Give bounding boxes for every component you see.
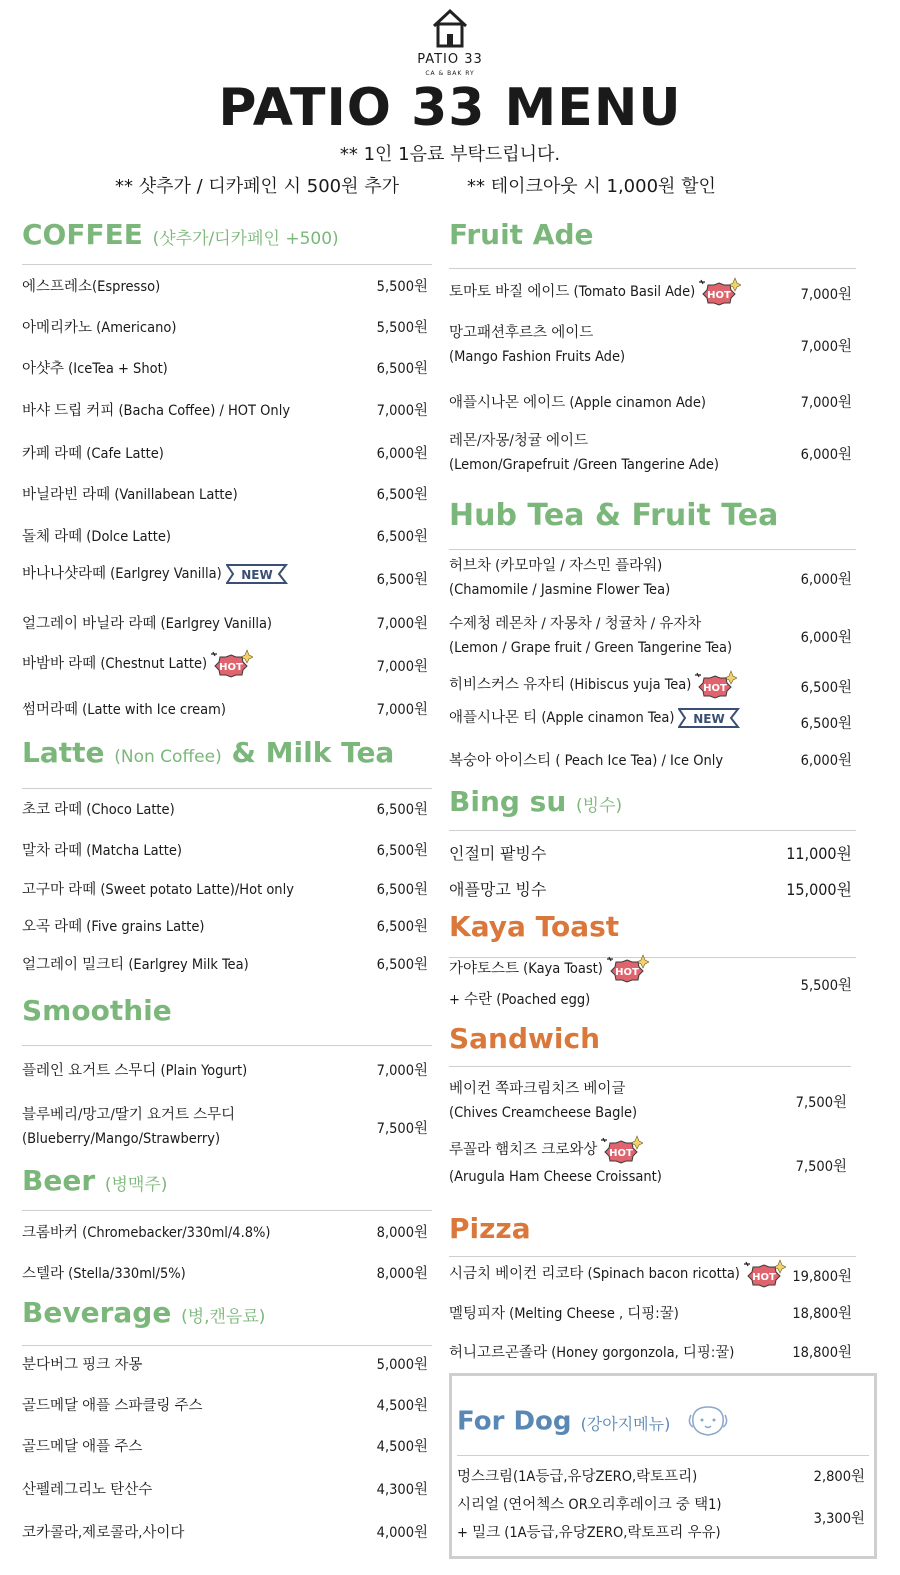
item-name: 바나나샷라떼 (Earlgrey Vanilla) NEW bbox=[22, 562, 292, 585]
latte-divider bbox=[22, 788, 432, 789]
item-price: 6,000원 bbox=[800, 447, 852, 463]
item-name: 애플시나몬 에이드 (Apple cinamon Ade) bbox=[449, 395, 706, 411]
item-price: 7,000원 bbox=[376, 702, 428, 718]
item-name: 아메리카노 (Americano) bbox=[22, 320, 177, 336]
coffee-menu-item bbox=[22, 440, 428, 464]
beverage-menu-item bbox=[22, 1519, 428, 1543]
hot-badge-icon bbox=[599, 1135, 643, 1165]
coffee-section-title bbox=[22, 218, 339, 251]
item-name: 오곡 라떼 (Five grains Latte) bbox=[22, 919, 205, 935]
beverage-section-title bbox=[22, 1296, 265, 1329]
beer-menu-item bbox=[22, 1260, 428, 1284]
svg-text:HOT: HOT bbox=[707, 290, 732, 301]
item-name: 히비스커스 유자티 (Hibiscus yuja Tea) HOT bbox=[449, 670, 737, 700]
sandwich-title: Sandwich bbox=[449, 1022, 601, 1055]
coffee-divider bbox=[22, 264, 432, 265]
item-name: 코카콜라,제로콜라,사이다 bbox=[22, 1525, 185, 1541]
sandwich-menu-item bbox=[449, 1075, 847, 1127]
item-name-line2: (Lemon / Grape fruit / Green Tangerine Tea) bbox=[449, 640, 733, 656]
smoothie-menu-item bbox=[22, 1057, 428, 1081]
beverage-menu-item bbox=[22, 1351, 428, 1375]
svg-text:NEW: NEW bbox=[693, 712, 726, 726]
item-name: 바닐라빈 라떼 (Vanillabean Latte) bbox=[22, 487, 238, 503]
item-price: 7,000원 bbox=[376, 1063, 428, 1079]
item-name: 돌체 라떼 (Dolce Latte) bbox=[22, 529, 171, 545]
smoothie-title: Smoothie bbox=[22, 994, 172, 1027]
item-name: 바밤바 라떼 (Chestnut Latte) HOT bbox=[22, 649, 253, 679]
item-price: 6,000원 bbox=[800, 753, 852, 769]
menu-header bbox=[0, 0, 900, 200]
hot-badge-icon bbox=[209, 649, 253, 679]
item-name: 플레인 요거트 스무디 (Plain Yogurt) bbox=[22, 1063, 248, 1079]
coffee-menu-item bbox=[22, 653, 428, 677]
beer-section-title bbox=[22, 1164, 167, 1197]
item-price: 6,500원 bbox=[376, 572, 428, 588]
beverage-menu-item bbox=[22, 1392, 428, 1416]
item-price: 6,500원 bbox=[376, 802, 428, 818]
latte-menu-item bbox=[22, 913, 428, 937]
item-price: 4,500원 bbox=[376, 1439, 428, 1455]
item-name-line2: (Chives Creamcheese Bagle) bbox=[449, 1105, 638, 1121]
beer-divider bbox=[22, 1210, 432, 1211]
coffee-menu-item bbox=[22, 566, 428, 590]
latte-title: Latte bbox=[22, 736, 105, 769]
hubtea-section-title bbox=[449, 498, 778, 533]
item-name: 고구마 라떼 (Sweet potato Latte)/Hot only bbox=[22, 882, 294, 898]
logo bbox=[400, 8, 500, 78]
logo-subtitle: CA & BAK RY bbox=[425, 70, 475, 77]
fruitade-title: Fruit Ade bbox=[449, 218, 594, 251]
item-name-line2: + 수란 (Poached egg) bbox=[449, 992, 591, 1008]
latte-menu-item bbox=[22, 837, 428, 861]
fruitade-menu-item bbox=[449, 427, 852, 479]
pizza-section-title bbox=[449, 1212, 531, 1245]
svg-text:NEW: NEW bbox=[240, 568, 273, 582]
item-name: 복숭아 아이스티 ( Peach Ice Tea) / Ice Only bbox=[449, 753, 724, 769]
item-name: 시리얼 (연어첵스 OR오리후레이크 중 택1) bbox=[457, 1497, 722, 1513]
coffee-menu-item bbox=[22, 523, 428, 547]
latte-menu-item bbox=[22, 951, 428, 975]
sandwich-section-title bbox=[449, 1022, 600, 1055]
item-price: 5,000원 bbox=[376, 1357, 428, 1373]
item-name: 스텔라 (Stella/330ml/5%) bbox=[22, 1266, 186, 1282]
item-price: 6,000원 bbox=[376, 446, 428, 462]
item-price: 6,500원 bbox=[376, 529, 428, 545]
item-price: 6,500원 bbox=[376, 882, 428, 898]
item-price: 15,000원 bbox=[786, 880, 852, 899]
item-price: 7,500원 bbox=[795, 1095, 847, 1111]
item-name: 분다버그 핑크 자몽 bbox=[22, 1357, 143, 1373]
item-name: 가야토스트 (Kaya Toast) HOT bbox=[449, 954, 649, 984]
item-price: 5,500원 bbox=[376, 320, 428, 336]
coffee-menu-item bbox=[22, 273, 428, 297]
item-name: 말차 라떼 (Matcha Latte) bbox=[22, 843, 182, 859]
logo-name: PATIO 33 bbox=[417, 52, 483, 67]
item-name: 애플시나몬 티 (Apple cinamon Tea) NEW bbox=[449, 706, 744, 729]
item-price: 8,000원 bbox=[376, 1266, 428, 1282]
svg-text:HOT: HOT bbox=[703, 683, 728, 694]
item-price: 4,300원 bbox=[376, 1482, 428, 1498]
coffee-menu-item bbox=[22, 696, 428, 720]
dog-subtitle: (강아지메뉴) bbox=[580, 1414, 671, 1434]
fruitade-menu-item bbox=[449, 281, 852, 305]
hubtea-menu-item bbox=[449, 674, 852, 698]
new-badge-icon bbox=[226, 563, 292, 585]
house-icon bbox=[432, 8, 468, 48]
hubtea-menu-item bbox=[449, 552, 852, 604]
svg-text:HOT: HOT bbox=[752, 1272, 776, 1283]
pizza-menu-item bbox=[449, 1300, 852, 1324]
bingsu-subtitle: (빙수) bbox=[576, 796, 623, 816]
item-name: 망고패션후르츠 에이드 bbox=[449, 325, 594, 341]
beer-subtitle: (병맥주) bbox=[104, 1175, 168, 1195]
coffee-title: COFFEE bbox=[22, 218, 143, 251]
sandwich-menu-item bbox=[449, 1139, 847, 1191]
fruitade-section-title bbox=[449, 218, 594, 251]
hot-badge-icon bbox=[693, 670, 737, 700]
sandwich-divider bbox=[449, 1066, 851, 1067]
hubtea-menu-item bbox=[449, 747, 852, 771]
item-name: 바샤 드립 커피 (Bacha Coffee) / HOT Only bbox=[22, 403, 291, 419]
item-name: 에스프레소(Espresso) bbox=[22, 279, 161, 295]
smoothie-section-title bbox=[22, 994, 172, 1027]
smoothie-menu-item bbox=[22, 1101, 428, 1153]
item-name: 썸머라떼 (Latte with Ice cream) bbox=[22, 702, 226, 718]
item-name-line2: (Mango Fashion Fruits Ade) bbox=[449, 349, 626, 365]
item-name: 카페 라떼 (Cafe Latte) bbox=[22, 446, 164, 462]
hot-badge-icon bbox=[605, 954, 649, 984]
item-name-line2: (Chamomile / Jasmine Flower Tea) bbox=[449, 582, 671, 598]
item-name: 크롬바커 (Chromebacker/330ml/4.8%) bbox=[22, 1225, 271, 1241]
pizza-menu-item bbox=[449, 1339, 852, 1363]
notice-extra-shot: ** 샷추가 / 디카페인 시 500원 추가 bbox=[115, 176, 400, 197]
kaya-menu-item bbox=[449, 958, 852, 1010]
item-price: 7,000원 bbox=[800, 339, 852, 355]
item-price: 7,000원 bbox=[376, 403, 428, 419]
pizza-title: Pizza bbox=[449, 1212, 531, 1245]
item-price: 6,000원 bbox=[800, 572, 852, 588]
svg-text:HOT: HOT bbox=[615, 967, 639, 978]
item-name: 토마토 바질 에이드 (Tomato Basil Ade) HOT bbox=[449, 277, 741, 307]
item-name: 멍스크림(1A등급,유당ZERO,락토프리) bbox=[457, 1469, 698, 1485]
fruitade-menu-item bbox=[449, 319, 852, 371]
bingsu-section-title bbox=[449, 785, 622, 818]
item-price: 18,800원 bbox=[792, 1306, 852, 1322]
bingsu-menu-item bbox=[449, 875, 852, 899]
item-price: 19,800원 bbox=[792, 1269, 852, 1285]
item-price: 6,500원 bbox=[376, 487, 428, 503]
item-price: 5,500원 bbox=[376, 279, 428, 295]
item-price: 5,500원 bbox=[800, 978, 852, 994]
bingsu-divider bbox=[449, 830, 856, 831]
item-price: 7,500원 bbox=[376, 1121, 428, 1137]
item-name: 허브차 (카모마일 / 자스민 플라워) bbox=[449, 558, 663, 574]
item-name: 블루베리/망고/딸기 요거트 스무디 bbox=[22, 1107, 236, 1123]
svg-text:HOT: HOT bbox=[219, 662, 243, 673]
item-name-line2: + 밀크 (1A등급,유당ZERO,락토프리 우유) bbox=[457, 1525, 721, 1541]
item-price: 7,000원 bbox=[376, 659, 428, 675]
beverage-menu-item bbox=[22, 1476, 428, 1500]
bingsu-menu-item bbox=[449, 839, 852, 863]
hot-badge-icon bbox=[697, 277, 741, 307]
latte-section-title bbox=[22, 736, 394, 769]
coffee-menu-item bbox=[22, 481, 428, 505]
item-name: 얼그레이 밀크티 (Earlgrey Milk Tea) bbox=[22, 957, 249, 973]
pizza-menu-item bbox=[449, 1263, 852, 1287]
coffee-menu-item bbox=[22, 355, 428, 379]
beer-menu-item bbox=[22, 1219, 428, 1243]
item-price: 7,000원 bbox=[376, 616, 428, 632]
for-dog-box bbox=[449, 1373, 877, 1559]
item-price: 8,000원 bbox=[376, 1225, 428, 1241]
item-name: 골드메달 애플 주스 bbox=[22, 1439, 143, 1455]
item-price: 6,500원 bbox=[376, 361, 428, 377]
item-name: 골드메달 애플 스파클링 주스 bbox=[22, 1398, 203, 1414]
beverage-menu-item bbox=[22, 1433, 428, 1457]
hubtea-menu-item bbox=[449, 610, 852, 662]
item-price: 6,500원 bbox=[376, 919, 428, 935]
pizza-divider bbox=[449, 1256, 856, 1257]
item-price: 11,000원 bbox=[786, 844, 852, 863]
item-name: 인절미 팥빙수 bbox=[449, 844, 547, 863]
hubtea-menu-item bbox=[449, 710, 852, 734]
item-name: 허니고르곤졸라 (Honey gorgonzola, 디핑:꿀) bbox=[449, 1345, 735, 1361]
bingsu-title: Bing su bbox=[449, 785, 567, 818]
coffee-menu-item bbox=[22, 397, 428, 421]
coffee-menu-item bbox=[22, 314, 428, 338]
latte-menu-item bbox=[22, 796, 428, 820]
item-price: 6,500원 bbox=[800, 680, 852, 696]
svg-text:HOT: HOT bbox=[609, 1148, 634, 1159]
item-price: 4,000원 bbox=[376, 1525, 428, 1541]
notice-takeout: ** 테이크아웃 시 1,000원 할인 bbox=[467, 176, 716, 197]
hubtea-title: Hub Tea & Fruit Tea bbox=[449, 498, 779, 533]
smoothie-divider bbox=[22, 1045, 432, 1046]
item-name: 수제청 레몬차 / 자몽차 / 청귤차 / 유자차 bbox=[449, 616, 702, 632]
item-price: 3,300원 bbox=[813, 1511, 865, 1527]
item-name: 아샷추 (IceTea + Shot) bbox=[22, 361, 168, 377]
latte-menu-item bbox=[22, 876, 428, 900]
item-price: 6,000원 bbox=[800, 630, 852, 646]
item-name: 레몬/자몽/청귤 에이드 bbox=[449, 433, 588, 449]
item-price: 6,500원 bbox=[376, 957, 428, 973]
item-price: 7,500원 bbox=[795, 1159, 847, 1175]
item-name: 애플망고 빙수 bbox=[449, 880, 547, 899]
item-name: 베이컨 쪽파크림치즈 베이글 bbox=[449, 1081, 626, 1097]
beer-title: Beer bbox=[22, 1164, 96, 1197]
item-name: 초코 라떼 (Choco Latte) bbox=[22, 802, 175, 818]
item-name: 시금치 베이컨 리코타 (Spinach bacon ricotta) HOT bbox=[449, 1259, 786, 1289]
item-name: 얼그레이 바닐라 라떼 (Earlgrey Vanilla) bbox=[22, 616, 273, 632]
kaya-title: Kaya Toast bbox=[449, 910, 620, 943]
item-price: 18,800원 bbox=[792, 1345, 852, 1361]
new-badge-icon bbox=[678, 707, 744, 729]
item-price: 7,000원 bbox=[800, 287, 852, 303]
coffee-subtitle: (샷추가/디카페인 +500) bbox=[152, 229, 339, 249]
item-name-line2: (Lemon/Grapefruit /Green Tangerine Ade) bbox=[449, 457, 720, 473]
item-name: 산펠레그리노 탄산수 bbox=[22, 1482, 153, 1498]
hubtea-divider bbox=[449, 549, 856, 550]
notice-one-drink: ** 1인 1음료 부탁드립니다. bbox=[339, 144, 561, 165]
item-price: 4,500원 bbox=[376, 1398, 428, 1414]
item-price: 6,500원 bbox=[800, 716, 852, 732]
kaya-section-title bbox=[449, 910, 619, 943]
latte-title2: & Milk Tea bbox=[231, 736, 395, 769]
fruitade-divider bbox=[449, 268, 856, 269]
beverage-divider bbox=[22, 1345, 432, 1346]
dog-title: For Dog bbox=[457, 1406, 572, 1437]
item-name-line2: (Blueberry/Mango/Strawberry) bbox=[22, 1131, 221, 1147]
fruitade-menu-item bbox=[449, 389, 852, 413]
item-name-line2: (Arugula Ham Cheese Croissant) bbox=[449, 1169, 662, 1185]
page-title: PATIO 33 MENU bbox=[218, 78, 682, 138]
latte-subtitle: (Non Coffee) bbox=[114, 747, 222, 767]
hot-badge-icon bbox=[742, 1259, 786, 1289]
item-name: 루꼴라 햄치즈 크로와상 HOT bbox=[449, 1135, 643, 1165]
item-name: 멜팅피자 (Melting Cheese , 디핑:꿀) bbox=[449, 1306, 679, 1322]
beverage-subtitle: (병,캔음료) bbox=[181, 1307, 266, 1327]
beverage-title: Beverage bbox=[22, 1296, 172, 1329]
item-price: 2,800원 bbox=[813, 1469, 865, 1485]
item-price: 6,500원 bbox=[376, 843, 428, 859]
item-price: 7,000원 bbox=[800, 395, 852, 411]
coffee-menu-item bbox=[22, 610, 428, 634]
